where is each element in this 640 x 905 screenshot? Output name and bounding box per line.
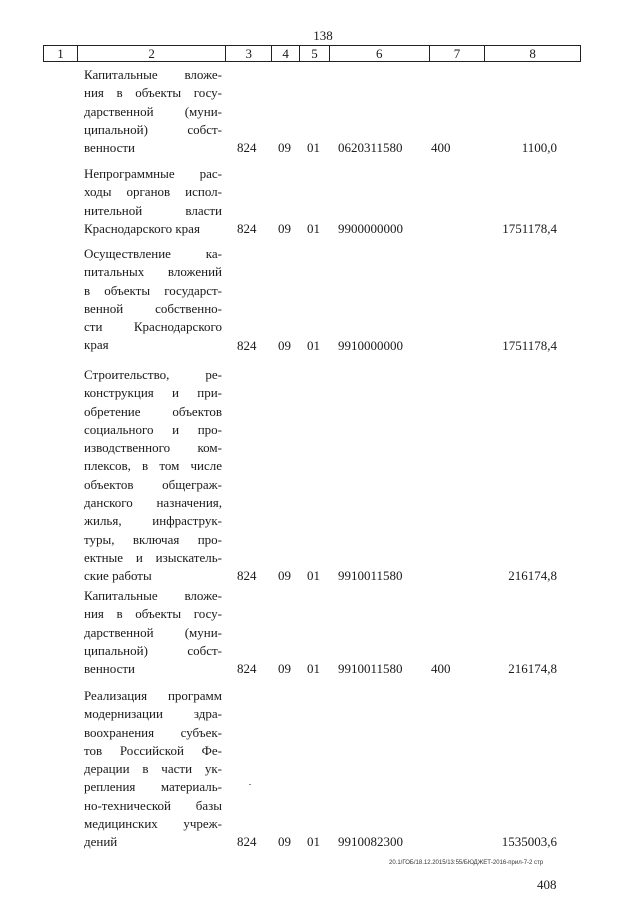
row-name-line: дений (84, 834, 118, 850)
row-name-line: данского назначения, (84, 495, 222, 511)
cell-csr: 9910011580 (338, 661, 403, 677)
cell-sum: 1100,0 (521, 140, 557, 156)
row-name-line: Строительство, ре- (84, 367, 222, 382)
row-name-line: туры, включая про- (84, 531, 222, 547)
row-name-line: Непрограммные рас- (84, 166, 222, 181)
row-name-line: Капитальные вложе- (84, 67, 222, 82)
cell-rz: 09 (278, 568, 291, 584)
cell-pr: 01 (307, 568, 320, 584)
row-name-line: жилья, инфраструк- (84, 513, 222, 529)
column-header-1: 1 (44, 46, 78, 61)
column-header-2: 2 (78, 46, 226, 61)
cell-rz: 09 (278, 220, 291, 236)
row-name-line: Осуществление ка- (84, 246, 222, 261)
row-name-line: модернизации здра- (84, 706, 222, 722)
cell-pr: 01 (307, 220, 320, 236)
cell-rz: 09 (278, 661, 291, 677)
print-stamp: 20.1/ГОБ/18.12.2015/13:55/БЮДЖЕТ-2016-прил-7-2 стр (389, 860, 544, 866)
row-name-line: Капитальные вложе- (84, 588, 222, 603)
cell-ved: 824 (237, 834, 257, 850)
cell-vr: 400 (431, 140, 451, 156)
cell-sum: 1751178,4 (502, 337, 557, 353)
column-header-3: 3 (226, 46, 272, 61)
cell-vr: 400 (431, 661, 451, 677)
row-name-line: тов Российской Фе- (84, 742, 222, 758)
cell-ved: 824 (237, 568, 257, 584)
row-name-line: ектные и изыскатель- (84, 549, 222, 565)
row-name-line: венности (84, 140, 135, 156)
row-name-line: но-технической базы (84, 797, 222, 813)
cell-rz: 09 (278, 834, 291, 850)
row-name (84, 366, 222, 586)
row-name-line: ские работы (84, 568, 152, 584)
cell-pr: 01 (307, 140, 320, 156)
row-name-line: изводственного ком- (84, 440, 222, 456)
row-name (84, 165, 222, 238)
row-name-line: воохранения субъек- (84, 724, 222, 740)
column-header-7: 7 (430, 46, 486, 61)
row-name-line: репления материаль- (84, 779, 222, 795)
row-name-line: ния в объекты госу- (84, 85, 222, 101)
cell-pr: 01 (307, 834, 320, 850)
row-name-line: ходы органов испол- (84, 184, 222, 200)
cell-sum: 1535003,6 (501, 834, 557, 850)
column-header-8: 8 (529, 46, 536, 61)
cell-ved: 824 (237, 661, 257, 677)
row-name (84, 687, 222, 852)
row-name-line: нительной власти (84, 202, 222, 218)
cell-pr: 01 (307, 337, 320, 353)
row-name-line: объектов общеграж- (84, 476, 222, 492)
row-name-line: края (84, 337, 109, 353)
row-name-line: ципальной) собст- (84, 121, 222, 137)
page-number: 138 (313, 28, 333, 43)
cell-csr: 0620311580 (338, 140, 403, 156)
column-header-6: 6 (330, 46, 430, 61)
cell-ved: 824 (237, 220, 257, 236)
cell-ved: 824 (237, 337, 257, 353)
cell-csr: 9910082300 (338, 834, 403, 850)
table-header (43, 45, 581, 62)
cell-sum: 1751178,4 (502, 220, 557, 236)
cell-rz: 09 (278, 337, 291, 353)
column-header-5: 5 (300, 46, 330, 61)
cell-sum: 216174,8 (508, 661, 557, 677)
row-name-line: венности (84, 661, 135, 677)
row-name-line: венной собственно- (84, 300, 222, 316)
column-header-4: 4 (272, 46, 300, 61)
row-name-line: сти Краснодарского (84, 319, 222, 335)
row-name-line: медицинских учреж- (84, 816, 222, 832)
row-name-line: социального и про- (84, 421, 222, 437)
cell-csr: 9910011580 (338, 568, 403, 584)
row-name-line: в объекты государст- (84, 282, 222, 298)
cell-pr: 01 (307, 661, 320, 677)
row-name-line: ципальной) собст- (84, 642, 222, 658)
sheet-number: 408 (537, 877, 557, 892)
scan-speck (249, 784, 251, 785)
row-name-line: питальных вложений (84, 264, 222, 280)
cell-sum: 216174,8 (508, 568, 557, 584)
row-name-line: обретение объектов (84, 403, 222, 419)
row-name-line: дерации в части ук- (84, 761, 222, 777)
row-name-line: конструкция и при- (84, 385, 222, 401)
row-name-line: ния в объекты госу- (84, 606, 222, 622)
row-name-line: дарственной (муни- (84, 103, 222, 119)
cell-csr: 9910000000 (338, 337, 403, 353)
cell-csr: 9900000000 (338, 220, 403, 236)
row-name-line: Краснодарского края (84, 220, 200, 236)
row-name (84, 66, 222, 157)
row-name (84, 587, 222, 678)
cell-rz: 09 (278, 140, 291, 156)
row-name-line: дарственной (муни- (84, 624, 222, 640)
row-name-line: Реализация программ (84, 688, 222, 703)
row-name-line: плексов, в том числе (84, 458, 222, 474)
cell-ved: 824 (237, 140, 257, 156)
row-name (84, 245, 222, 355)
